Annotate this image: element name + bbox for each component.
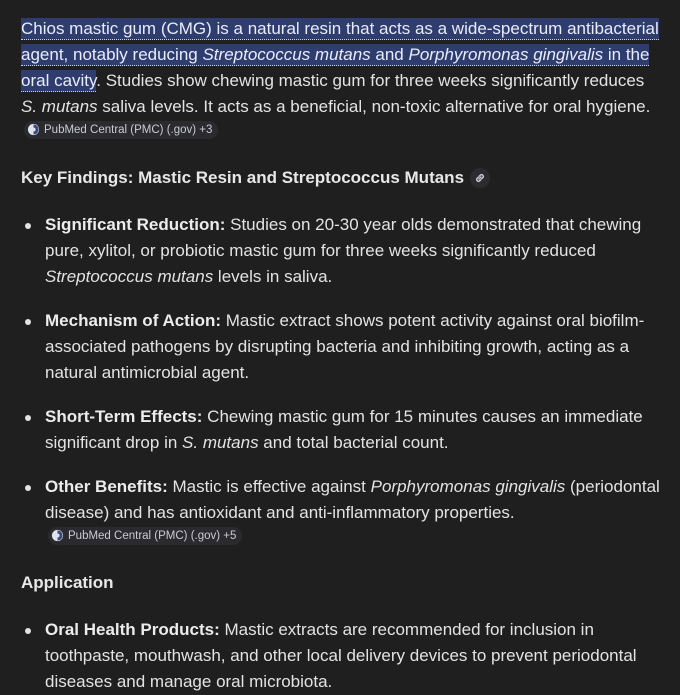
item-species: Streptococcus mutans (45, 267, 214, 286)
item-lead: Oral Health Products: (45, 620, 220, 639)
source-chip-intro[interactable] (24, 121, 218, 139)
item-text: Mastic extracts are recommended for inclusion in toothpaste, mouthwash, and other local delivery devices to prevent periodontal diseases and manage oral microbiota. (45, 620, 637, 691)
intro-species: S. mutans (21, 97, 98, 116)
highlight-species-1: Streptococcus mutans (202, 45, 371, 64)
highlight-species-2: Porphyromonas gingivalis (408, 45, 604, 64)
application-heading (21, 570, 660, 596)
item-text: and total bacterial count. (258, 433, 449, 452)
key-findings-title: Key Findings: Mastic Resin and Streptococcus Mutans (21, 168, 465, 187)
item-species: S. mutans (182, 433, 259, 452)
list-item (21, 404, 660, 456)
item-lead: Significant Reduction: (45, 215, 226, 234)
item-text: Mastic extract shows potent activity against oral biofilm-associated pathogens by disrupting bacteria and inhibiting growth, acting as a natural antimicrobial agent. (45, 311, 645, 382)
source-chip-label: PubMed Central (PMC) (.gov) +5 (68, 529, 237, 542)
item-text: (periodontal disease) and has antioxidant and anti-inflammatory properties. (45, 477, 660, 522)
key-findings-heading (21, 165, 660, 191)
intro-text-2: saliva levels. It acts as a beneficial, non-toxic alternative for oral hygiene. (97, 97, 651, 116)
link-icon[interactable] (470, 168, 490, 188)
source-chip-label: PubMed Central (PMC) (.gov) +3 (44, 123, 213, 136)
pmc-source-icon (27, 123, 40, 136)
item-lead: Mechanism of Action: (45, 311, 221, 330)
application-title: Application (21, 573, 114, 592)
item-lead: Other Benefits: (45, 477, 168, 496)
highlight-text-2: and (370, 45, 409, 64)
item-lead: Short-Term Effects: (45, 407, 203, 426)
item-species: Porphyromonas gingivalis (370, 477, 566, 496)
pmc-source-icon (51, 529, 64, 542)
item-text: Mastic is effective against (167, 477, 371, 496)
intro-text-1: . Studies show chewing mastic gum for three weeks significantly reduces (96, 71, 645, 90)
source-chip-benefits[interactable] (48, 527, 242, 545)
application-list (21, 617, 660, 695)
item-text: levels in saliva. (213, 267, 333, 286)
list-item (21, 308, 660, 386)
key-findings-list (21, 212, 660, 552)
list-item (21, 617, 660, 695)
highlight-text-3: in the oral cavity (21, 45, 650, 90)
item-text: Chewing mastic gum for 15 minutes causes an immediate significant drop in (45, 407, 643, 452)
highlight-text-1: Chios mastic gum (CMG) is a natural resin that acts as a wide-spectrum antibacterial agent, notably reducing (21, 19, 659, 64)
intro-paragraph (21, 16, 660, 146)
list-item (21, 212, 660, 290)
item-text: Studies on 20-30 year olds demonstrated that chewing pure, xylitol, or probiotic mastic gum for three weeks significantly reduced (45, 215, 642, 260)
list-item (21, 474, 660, 552)
